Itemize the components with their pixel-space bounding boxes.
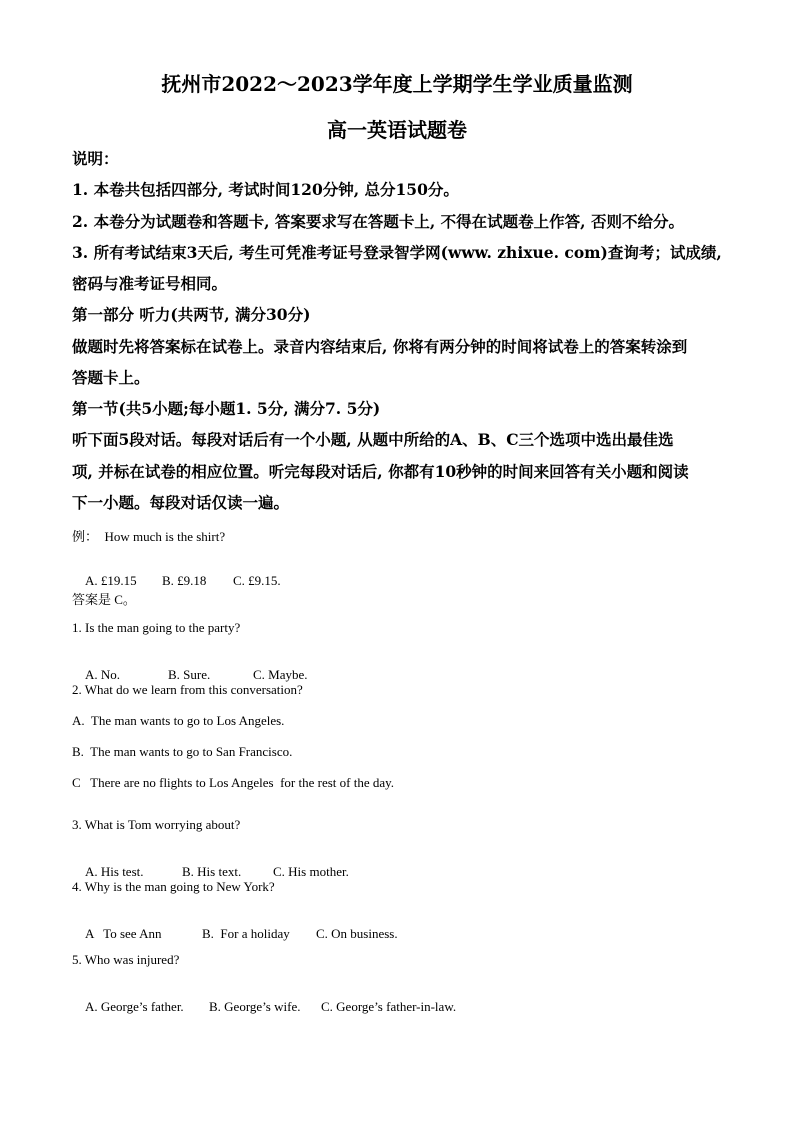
section1-description: 听下面5段对话。每段对话后有一个小题, 从题中所给的A、B、C三个选项中选出最佳选 [72, 430, 674, 449]
instruction-item: 密码与准考证号相同。 [72, 274, 228, 293]
section1-description: 项, 并标在试卷的相应位置。听完每段对话后, 你都有10秒钟的时间来回答有关小题和阅读 [72, 462, 689, 481]
option-c: C. George’s father-in-law. [321, 999, 457, 1014]
option-b: B. £9.18 [162, 573, 207, 588]
example-question: 例： How much is the shirt? [72, 529, 226, 544]
part1-heading: 第一部分 听力(共两节, 满分30分) [72, 305, 311, 324]
instructions-label: 说明： [72, 149, 119, 168]
section1-heading: 第一节(共5小题;每小题1. 5分, 满分7. 5分) [72, 399, 381, 418]
option-b: B. For a holiday [202, 926, 290, 941]
option-a: A To see Ann [85, 926, 162, 941]
option-a: A. £19.15 [85, 573, 137, 588]
question-options [72, 983, 456, 1031]
part1-description: 做题时先将答案标在试卷上。录音内容结束后, 你将有两分钟的时间将试卷上的答案转涂到 [72, 337, 688, 356]
option-c: C. £9.15. [233, 573, 281, 588]
question-stem: 3. What is Tom worrying about? [72, 817, 241, 832]
option-c: C. On business. [316, 926, 398, 941]
example-answer: 答案是 C。 [72, 592, 136, 607]
question-stem: 1. Is the man going to the party? [72, 620, 241, 635]
section1-description: 下一小题。每段对话仅读一遍。 [72, 493, 290, 512]
option-c: C. His mother. [273, 864, 349, 879]
instruction-item: 2. 本卷分为试题卷和答题卡, 答案要求写在答题卡上, 不得在试题卷上作答, 否则不给分。 [72, 212, 684, 231]
option-b: B. George’s wife. [209, 999, 301, 1014]
question-stem: 2. What do we learn from this conversation? [72, 682, 303, 697]
instruction-item: 3. 所有考试结束3天后, 考生可凭准考证号登录智学网(www. zhixue. com)查询考；试成绩, [72, 243, 722, 262]
question-options [72, 910, 398, 958]
instruction-item: 1. 本卷共包括四部分, 考试时间120分钟, 总分150分。 [72, 180, 459, 199]
option-c: C. Maybe. [253, 667, 308, 682]
question-stem: 4. Why is the man going to New York? [72, 879, 275, 894]
option-b: B. Sure. [168, 667, 211, 682]
page-title: 抚州市2022～2023学年度上学期学生学业质量监测 [161, 72, 633, 96]
option-b: B. The man wants to go to San Francisco. [72, 744, 293, 759]
option-a: A. George’s father. [85, 999, 184, 1014]
question-stem: 5. Who was injured? [72, 952, 180, 967]
option-c: C There are no flights to Los Angeles for the rest of the day. [72, 775, 395, 790]
option-b: B. His text. [182, 864, 242, 879]
option-a: A. No. [85, 667, 121, 682]
option-a: A. The man wants to go to Los Angeles. [72, 713, 285, 728]
page-subtitle: 高一英语试题卷 [327, 118, 467, 142]
part1-description: 答题卡上。 [72, 368, 150, 387]
option-a: A. His test. [85, 864, 144, 879]
